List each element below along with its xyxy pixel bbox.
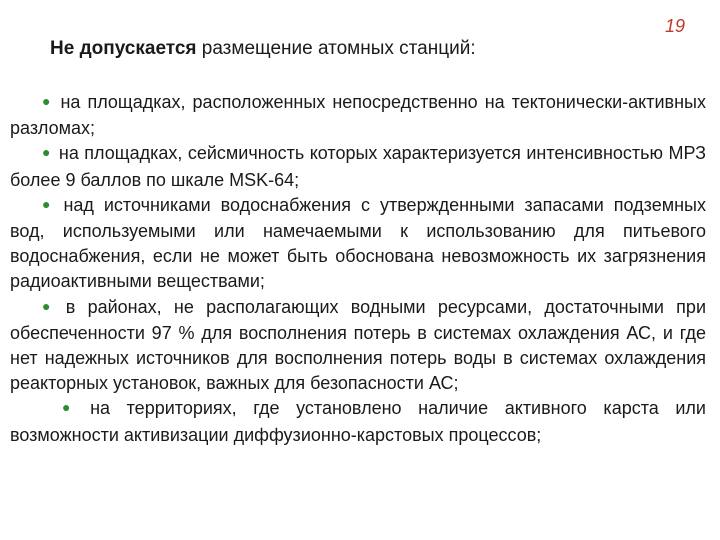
list-item	[10, 141, 706, 192]
list-item	[10, 295, 706, 397]
list-item-text: на площадках, расположенных непосредственно на тектонически-активных разломах;	[10, 92, 706, 139]
list-item	[10, 90, 706, 141]
heading-text: размещение атомных станций:	[196, 38, 476, 59]
bullet-icon: ●	[42, 93, 53, 109]
bullet-icon: ●	[42, 144, 51, 161]
list-item	[10, 396, 706, 447]
page-heading	[50, 38, 476, 60]
restriction-list	[10, 90, 706, 448]
page-number: 19	[665, 16, 686, 36]
bullet-icon: ●	[62, 399, 83, 416]
list-item-text: в районах, не располагающих водными ресурсами, достаточными при обеспеченности 97 % для восполнения потерь в системах охлаждения АС, и где нет надежных источников для восполнения потерь воды в системах охлаждения реакторных установок, важных для безопасности АС;	[10, 296, 706, 394]
bullet-icon: ●	[42, 195, 56, 212]
list-item-text: на площадках, сейсмичность которых характеризуется интенсивностью МРЗ более 9 баллов по шкале MSK-64;	[10, 143, 706, 190]
heading-emphasis: Не допускается	[50, 38, 197, 59]
list-item	[10, 193, 706, 295]
list-item-text: над источниками водоснабжения с утвержденными запасами подземных вод, используемыми или намечаемыми к использованию для питьевого водоснабжения, если не может быть обоснована невозможность их загрязнения радиоактивными веществами;	[10, 194, 706, 292]
bullet-icon: ●	[42, 297, 58, 314]
list-item-text: на территориях, где установлено наличие активного карста или возможности активизации диффузионно-карстовых процессов;	[10, 398, 706, 445]
